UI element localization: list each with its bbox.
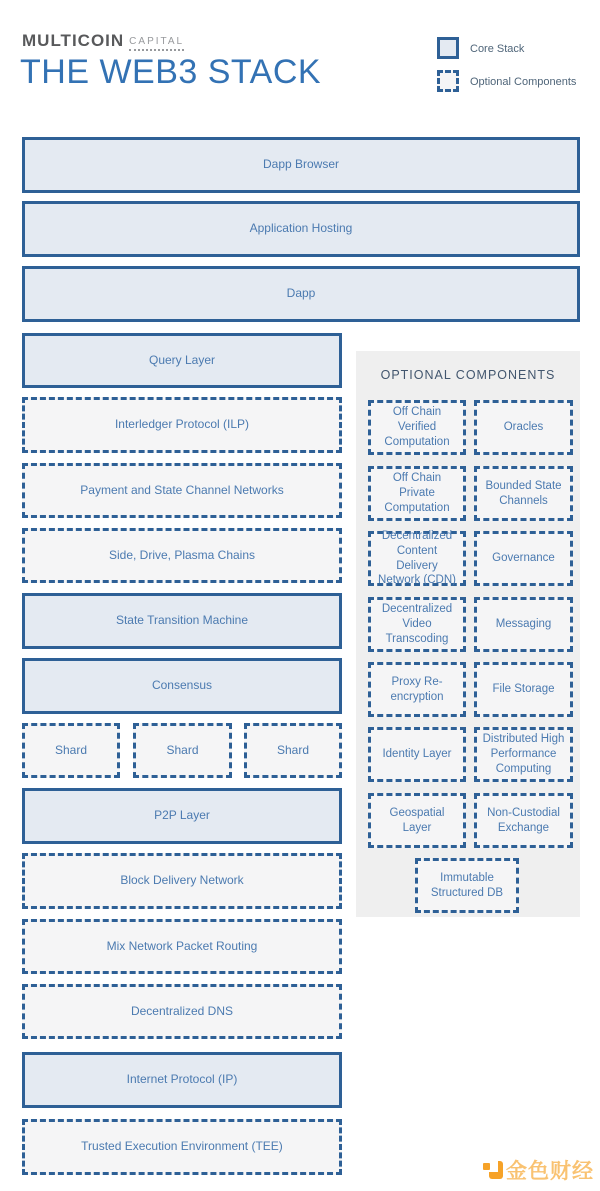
box-identity-layer: Identity Layer: [368, 727, 466, 782]
legend-core-swatch: [437, 37, 459, 59]
box-p2p-layer: P2P Layer: [22, 788, 342, 844]
jinse-finance-watermark: [483, 1155, 594, 1185]
box-trusted-execution-environment: Trusted Execution Environment (TEE): [22, 1119, 342, 1175]
box-immutable-structured-db: Immutable Structured DB: [415, 858, 519, 913]
box-file-storage: File Storage: [474, 662, 573, 717]
box-query-layer: Query Layer: [22, 333, 342, 388]
box-application-hosting: Application Hosting: [22, 201, 580, 257]
legend-optional-label: Optional Components: [470, 76, 577, 88]
box-non-custodial-exchange: Non-Custodial Exchange: [474, 793, 573, 848]
box-governance: Governance: [474, 531, 573, 586]
box-shard-3: Shard: [244, 723, 342, 778]
brand-suffix: CAPITAL: [129, 36, 184, 51]
box-geospatial-layer: Geospatial Layer: [368, 793, 466, 848]
box-shard-1: Shard: [22, 723, 120, 778]
box-decentralized-dns: Decentralized DNS: [22, 984, 342, 1039]
box-side-drive-plasma-chains: Side, Drive, Plasma Chains: [22, 528, 342, 583]
optional-components-heading: OPTIONAL COMPONENTS: [380, 368, 556, 382]
box-distributed-high-performance-computing: Distributed High Performance Computing: [474, 727, 573, 782]
box-decentralized-cdn: Decentralized Content Delivery Network (CDN): [368, 531, 466, 586]
box-oracles: Oracles: [474, 400, 573, 455]
jinse-finance-text: 金色财经: [506, 1160, 594, 1183]
box-payment-state-channel-networks: Payment and State Channel Networks: [22, 463, 342, 518]
box-dapp-browser: Dapp Browser: [22, 137, 580, 193]
box-consensus: Consensus: [22, 658, 342, 714]
page-title: THE WEB3 STACK: [20, 53, 322, 91]
box-off-chain-verified-computation: Off Chain Verified Computation: [368, 400, 466, 455]
box-bounded-state-channels: Bounded State Channels: [474, 466, 573, 521]
box-state-transition-machine: State Transition Machine: [22, 593, 342, 649]
optional-components-panel: [356, 351, 580, 917]
jinse-finance-logo-icon: [483, 1160, 503, 1180]
box-block-delivery-network: Block Delivery Network: [22, 853, 342, 909]
box-shard-2: Shard: [133, 723, 232, 778]
box-off-chain-private-computation: Off Chain Private Computation: [368, 466, 466, 521]
box-interledger-protocol: Interledger Protocol (ILP): [22, 397, 342, 453]
legend-optional-swatch: [437, 70, 459, 92]
box-mix-network-packet-routing: Mix Network Packet Routing: [22, 919, 342, 974]
box-decentralized-video-transcoding: Decentralized Video Transcoding: [368, 597, 466, 652]
box-proxy-re-encryption: Proxy Re-encryption: [368, 662, 466, 717]
box-dapp: Dapp: [22, 266, 580, 322]
brand-name: MULTICOIN: [22, 31, 125, 50]
multicoin-logo: [22, 31, 184, 51]
legend-core-label: Core Stack: [470, 43, 525, 55]
box-internet-protocol: Internet Protocol (IP): [22, 1052, 342, 1108]
box-messaging: Messaging: [474, 597, 573, 652]
